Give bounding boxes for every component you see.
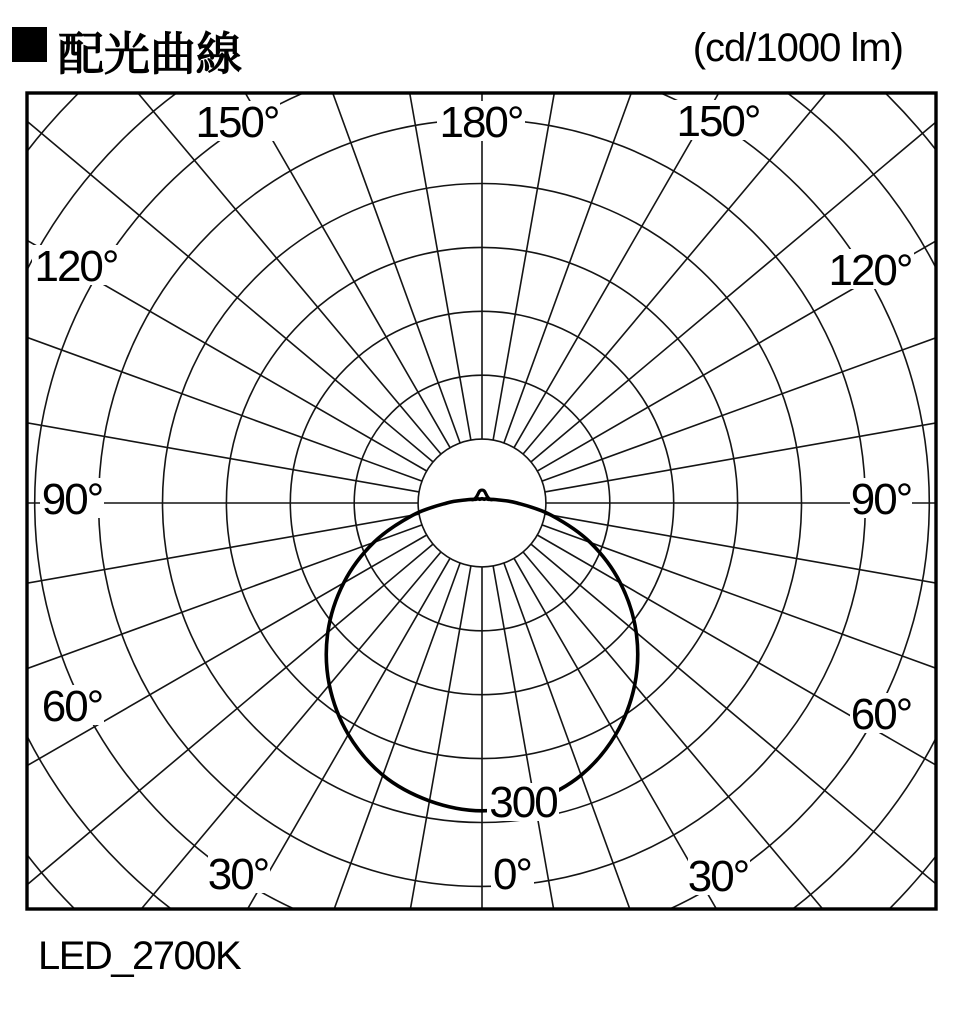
source-label: LED_2700K [38, 934, 241, 978]
angle-label-120-right: 120° [828, 246, 912, 295]
angle-label-150-left: 150° [195, 98, 279, 147]
angle-label-60-left: 60° [41, 682, 103, 731]
angle-label-30-left: 30° [207, 850, 269, 899]
label-halos [32, 100, 914, 895]
angle-label-150-right: 150° [676, 97, 760, 146]
ring-value-label: 300 [489, 778, 557, 827]
angle-label-90-left: 90° [41, 475, 103, 524]
angle-label-60-right: 60° [850, 690, 912, 739]
angle-label-120-left: 120° [34, 242, 118, 291]
angle-label-30-right: 30° [687, 852, 749, 901]
page-title: 配光曲線 [58, 28, 242, 80]
angle-label-90-right: 90° [850, 475, 912, 524]
unit-label: (cd/1000 lm) [692, 26, 903, 70]
angle-label-0: 0° [492, 850, 532, 899]
angle-label-180: 180° [439, 98, 523, 147]
